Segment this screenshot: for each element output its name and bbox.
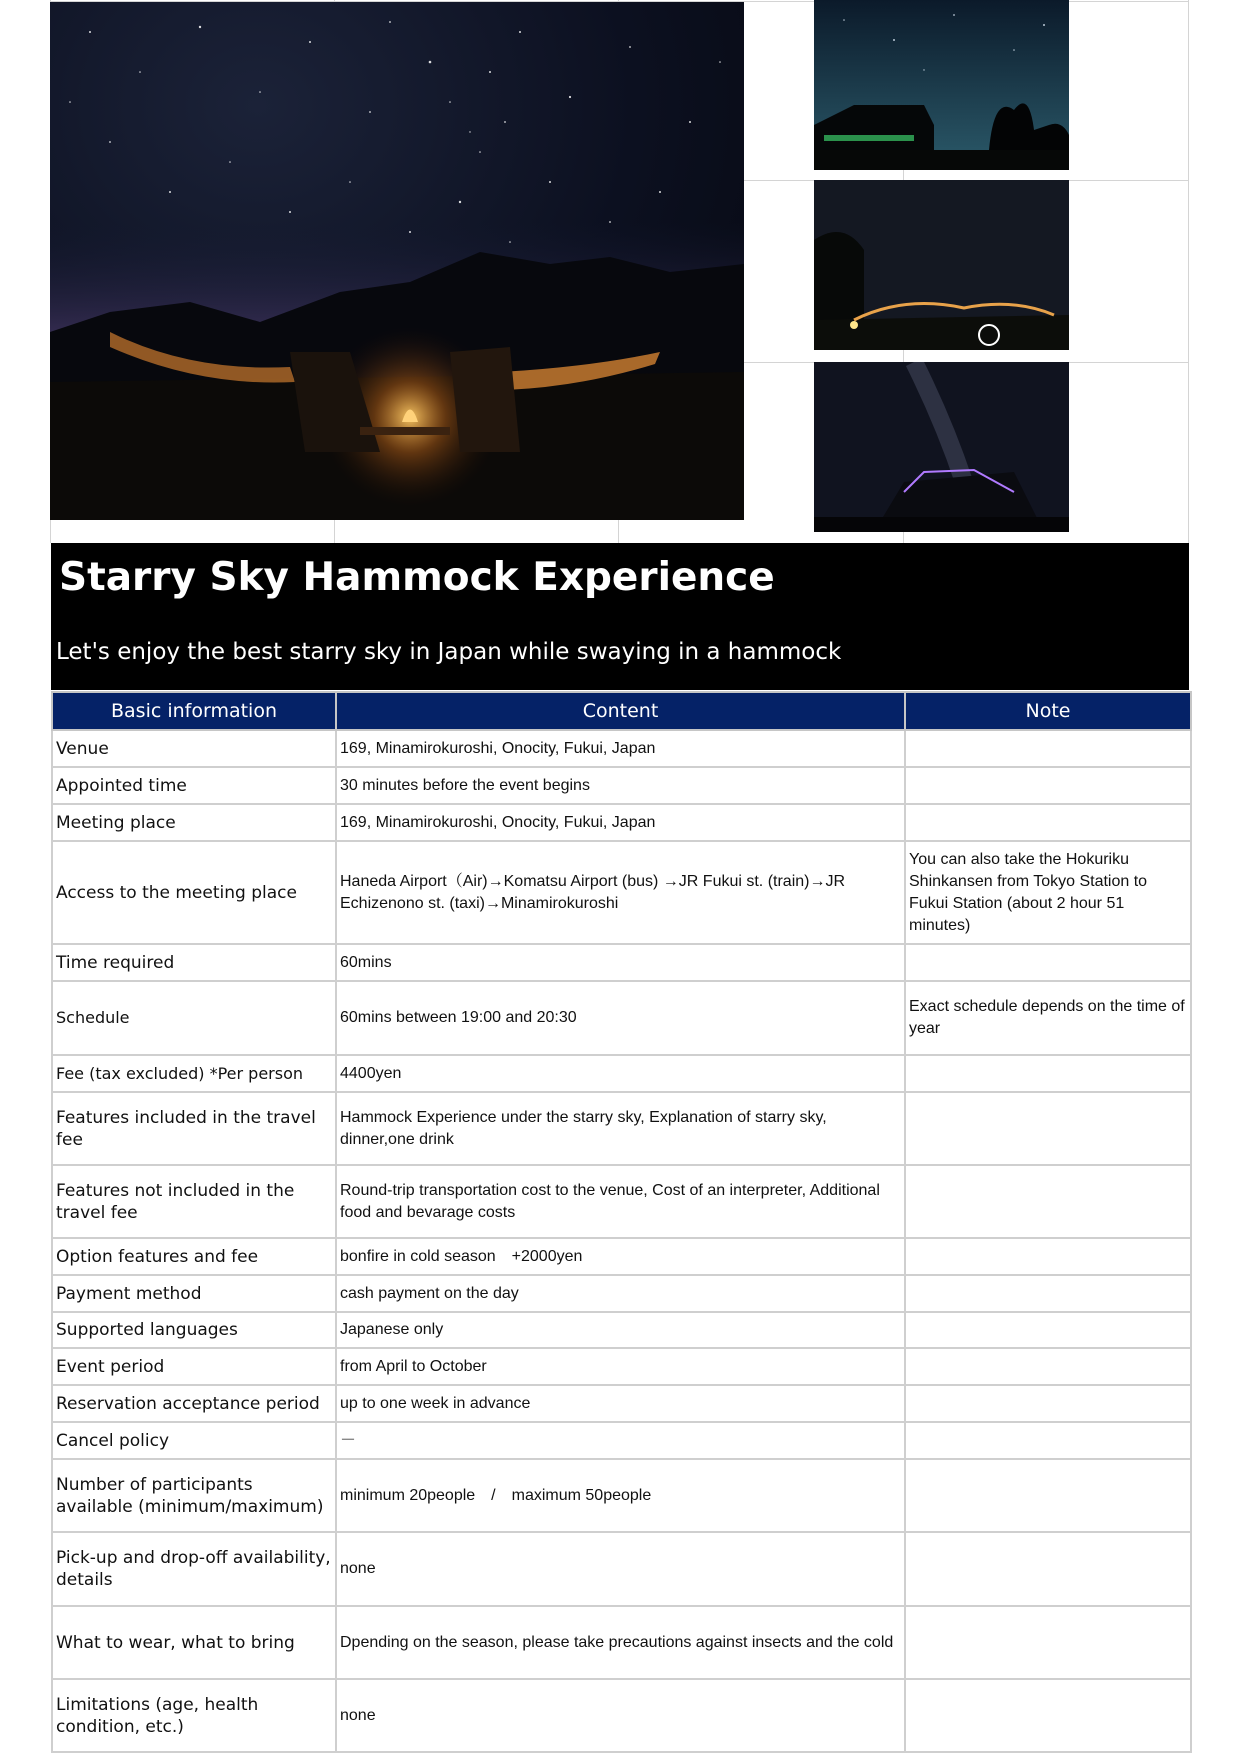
row-content: Dpending on the season, please take precautions against insects and the cold	[336, 1606, 905, 1679]
row-content: －	[336, 1422, 905, 1459]
table-row	[52, 1275, 1191, 1312]
table-row	[52, 1238, 1191, 1275]
row-label: Cancel policy	[52, 1422, 336, 1459]
title-banner	[51, 543, 1189, 690]
row-label: Venue	[52, 730, 336, 767]
row-note	[905, 1679, 1191, 1752]
row-content: none	[336, 1532, 905, 1606]
row-note	[905, 1422, 1191, 1459]
row-content: 169, Minamirokuroshi, Onocity, Fukui, Japan	[336, 730, 905, 767]
row-content: none	[336, 1679, 905, 1752]
header-note: Note	[905, 692, 1191, 730]
row-label: Access to the meeting place	[52, 841, 336, 944]
table-row	[52, 804, 1191, 841]
thumb-photo	[814, 180, 1069, 350]
row-content: from April to October	[336, 1348, 905, 1385]
table-row	[52, 981, 1191, 1055]
table-row	[52, 1092, 1191, 1165]
row-label: Features included in the travel fee	[52, 1092, 336, 1165]
header-basic-information: Basic information	[52, 692, 336, 730]
row-content: 30 minutes before the event begins	[336, 767, 905, 804]
row-note	[905, 1055, 1191, 1092]
row-note	[905, 944, 1191, 981]
row-content: cash payment on the day	[336, 1275, 905, 1312]
row-label: Payment method	[52, 1275, 336, 1312]
row-note	[905, 1275, 1191, 1312]
row-note	[905, 804, 1191, 841]
table-row	[52, 841, 1191, 944]
row-content: bonfire in cold season +2000yen	[336, 1238, 905, 1275]
row-note	[905, 1238, 1191, 1275]
row-content: Haneda Airport（Air)→Komatsu Airport (bus) →JR Fukui st. (train)→JR Echizenono st. (taxi)→Minamirokuroshi	[336, 841, 905, 944]
table-row	[52, 1055, 1191, 1092]
row-label: Limitations (age, health condition, etc.)	[52, 1679, 336, 1752]
row-label: Fee (tax excluded) *Per person	[52, 1055, 336, 1092]
row-note	[905, 1165, 1191, 1238]
row-content: 60mins	[336, 944, 905, 981]
page-title: Starry Sky Hammock Experience	[59, 555, 775, 600]
table-row	[52, 1312, 1191, 1348]
row-label: Reservation acceptance period	[52, 1385, 336, 1422]
table-row	[52, 767, 1191, 804]
table-row	[52, 730, 1191, 767]
row-note	[905, 1348, 1191, 1385]
row-content: up to one week in advance	[336, 1385, 905, 1422]
table-row	[52, 1459, 1191, 1532]
row-content: 4400yen	[336, 1055, 905, 1092]
table-row	[52, 1679, 1191, 1752]
row-note	[905, 1092, 1191, 1165]
row-content: 169, Minamirokuroshi, Onocity, Fukui, Japan	[336, 804, 905, 841]
row-content: 60mins between 19:00 and 20:30	[336, 981, 905, 1055]
table-header-row	[52, 692, 1191, 730]
row-note: Exact schedule depends on the time of year	[905, 981, 1191, 1055]
row-label: Schedule	[52, 981, 336, 1055]
row-label: Number of participants available (minimum/maximum)	[52, 1459, 336, 1532]
table-row	[52, 944, 1191, 981]
row-content: minimum 20people / maximum 50people	[336, 1459, 905, 1532]
row-note	[905, 1312, 1191, 1348]
header-content: Content	[336, 692, 905, 730]
page-subtitle: Let's enjoy the best starry sky in Japan while swaying in a hammock	[56, 639, 842, 665]
row-content: Round-trip transportation cost to the venue, Cost of an interpreter, Additional food and bevarage costs	[336, 1165, 905, 1238]
row-note	[905, 730, 1191, 767]
main-photo	[50, 2, 744, 520]
info-table	[51, 691, 1192, 1753]
row-note: You can also take the Hokuriku Shinkansen from Tokyo Station to Fukui Station (about 2 hour 51 minutes)	[905, 841, 1191, 944]
grid-line	[1188, 0, 1189, 543]
table-row	[52, 1532, 1191, 1606]
table-row	[52, 1422, 1191, 1459]
table-row	[52, 1348, 1191, 1385]
row-label: Pick-up and drop-off availability, details	[52, 1532, 336, 1606]
row-label: Meeting place	[52, 804, 336, 841]
row-label: Option features and fee	[52, 1238, 336, 1275]
row-content: Hammock Experience under the starry sky, Explanation of starry sky, dinner,one drink	[336, 1092, 905, 1165]
thumb-photo	[814, 362, 1069, 532]
table-row	[52, 1385, 1191, 1422]
row-label: Event period	[52, 1348, 336, 1385]
row-label: Supported languages	[52, 1312, 336, 1348]
row-label: Features not included in the travel fee	[52, 1165, 336, 1238]
row-note	[905, 767, 1191, 804]
row-label: Appointed time	[52, 767, 336, 804]
row-content: Japanese only	[336, 1312, 905, 1348]
row-label: What to wear, what to bring	[52, 1606, 336, 1679]
table-row	[52, 1165, 1191, 1238]
thumb-photo	[814, 0, 1069, 170]
row-note	[905, 1606, 1191, 1679]
row-label: Time required	[52, 944, 336, 981]
row-note	[905, 1385, 1191, 1422]
table-row	[52, 1606, 1191, 1679]
row-note	[905, 1532, 1191, 1606]
row-note	[905, 1459, 1191, 1532]
